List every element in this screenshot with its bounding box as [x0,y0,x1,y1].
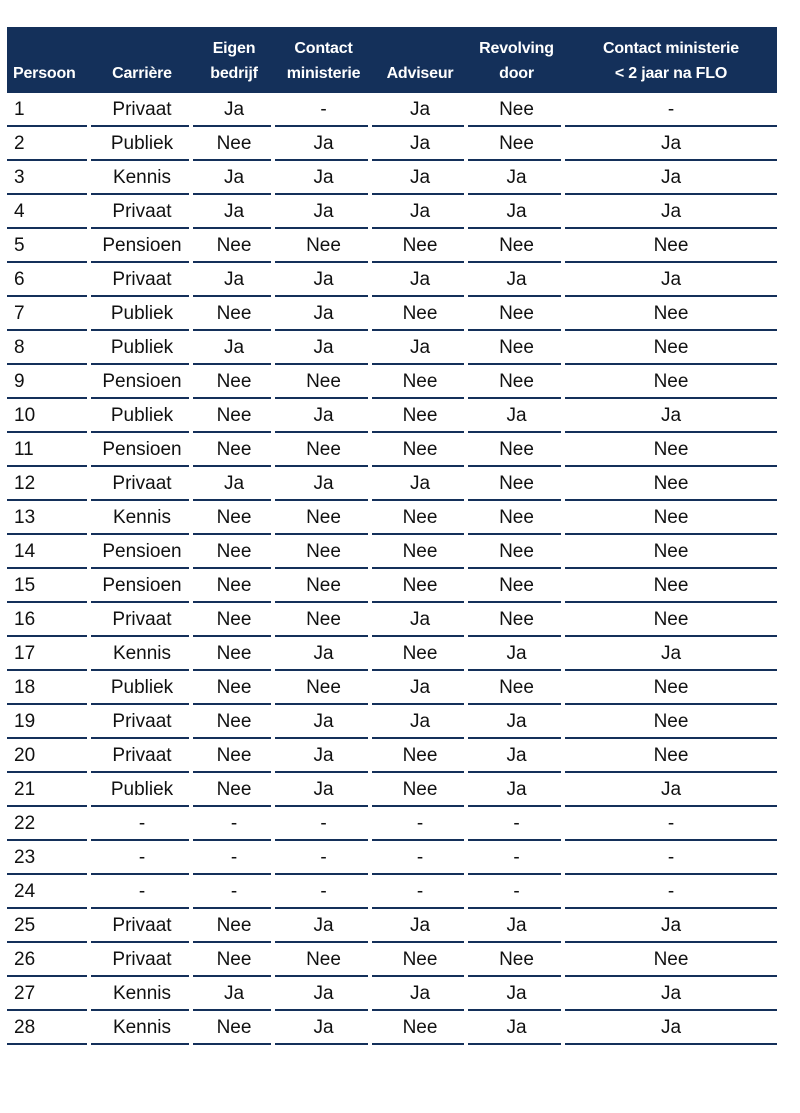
cell-contact-ministerie-2-jaar: Nee [565,433,777,467]
cell-eigen-bedrijf: Nee [193,535,275,569]
cell-carriere: Publiek [91,297,193,331]
column-header-adviseur [372,27,468,93]
cell-revolving-door: Ja [468,773,565,807]
header-label-line: Contact [294,40,353,57]
cell-revolving-door: Nee [468,229,565,263]
cell-contact-ministerie: Ja [275,705,372,739]
cell-adviseur: Ja [372,161,468,195]
cell-adviseur: Ja [372,467,468,501]
cell-persoon: 14 [7,535,91,569]
cell-eigen-bedrijf: - [193,807,275,841]
cell-eigen-bedrijf: Nee [193,229,275,263]
table-row [7,739,777,773]
cell-carriere: Privaat [91,943,193,977]
table-row [7,637,777,671]
cell-contact-ministerie-2-jaar: - [565,841,777,875]
cell-contact-ministerie: Ja [275,739,372,773]
cell-persoon: 24 [7,875,91,909]
cell-contact-ministerie-2-jaar: Ja [565,977,777,1011]
cell-contact-ministerie: Ja [275,773,372,807]
cell-adviseur: Nee [372,365,468,399]
cell-adviseur: Ja [372,127,468,161]
cell-persoon: 25 [7,909,91,943]
header-label-line: Eigen [212,40,256,57]
cell-contact-ministerie: Nee [275,433,372,467]
cell-contact-ministerie-2-jaar: Ja [565,773,777,807]
table-row [7,229,777,263]
cell-eigen-bedrijf: Nee [193,773,275,807]
cell-carriere: Publiek [91,773,193,807]
cell-contact-ministerie: Ja [275,909,372,943]
cell-persoon: 6 [7,263,91,297]
cell-eigen-bedrijf: - [193,841,275,875]
cell-adviseur: Ja [372,331,468,365]
cell-contact-ministerie-2-jaar: Nee [565,705,777,739]
cell-revolving-door: Ja [468,637,565,671]
cell-persoon: 11 [7,433,91,467]
cell-contact-ministerie: Nee [275,535,372,569]
cell-contact-ministerie-2-jaar: Ja [565,1011,777,1045]
cell-carriere: Publiek [91,127,193,161]
table-row [7,841,777,875]
cell-persoon: 12 [7,467,91,501]
cell-eigen-bedrijf: Nee [193,739,275,773]
cell-persoon: 10 [7,399,91,433]
cell-contact-ministerie: Nee [275,603,372,637]
cell-revolving-door: Nee [468,603,565,637]
table-row [7,195,777,229]
cell-eigen-bedrijf: Nee [193,671,275,705]
header-label-line: Revolving [479,40,554,57]
cell-contact-ministerie-2-jaar: - [565,875,777,909]
cell-contact-ministerie-2-jaar: Nee [565,297,777,331]
cell-persoon: 3 [7,161,91,195]
table-row [7,433,777,467]
header-label-line: Contact ministerie [603,40,739,57]
cell-revolving-door: - [468,807,565,841]
cell-contact-ministerie-2-jaar: Nee [565,943,777,977]
table-row [7,127,777,161]
cell-carriere: Pensioen [91,535,193,569]
cell-revolving-door: Nee [468,943,565,977]
header-row [7,27,777,93]
cell-eigen-bedrijf: Nee [193,433,275,467]
cell-adviseur: Ja [372,671,468,705]
cell-revolving-door: Ja [468,195,565,229]
cell-adviseur: Nee [372,535,468,569]
cell-adviseur: Ja [372,93,468,127]
cell-eigen-bedrijf: - [193,875,275,909]
cell-adviseur: Nee [372,739,468,773]
cell-carriere: Publiek [91,331,193,365]
cell-carriere: Privaat [91,603,193,637]
cell-adviseur: Nee [372,569,468,603]
cell-carriere: Pensioen [91,433,193,467]
cell-adviseur: Nee [372,1011,468,1045]
cell-contact-ministerie: - [275,875,372,909]
cell-persoon: 27 [7,977,91,1011]
cell-revolving-door: Ja [468,399,565,433]
cell-eigen-bedrijf: Nee [193,127,275,161]
cell-contact-ministerie-2-jaar: Nee [565,671,777,705]
header-label-line: Adviseur [386,65,454,82]
cell-adviseur: Nee [372,399,468,433]
cell-contact-ministerie: Ja [275,1011,372,1045]
cell-adviseur: Nee [372,229,468,263]
table-row [7,535,777,569]
cell-persoon: 26 [7,943,91,977]
cell-carriere: Privaat [91,263,193,297]
cell-persoon: 22 [7,807,91,841]
cell-revolving-door: Nee [468,569,565,603]
cell-contact-ministerie: Ja [275,195,372,229]
cell-persoon: 4 [7,195,91,229]
table-header [7,27,777,93]
cell-adviseur: Ja [372,603,468,637]
cell-contact-ministerie: Nee [275,943,372,977]
cell-carriere: Privaat [91,705,193,739]
cell-contact-ministerie: - [275,807,372,841]
table-row [7,977,777,1011]
header-label-line: bedrijf [210,65,258,82]
table-row [7,1011,777,1045]
cell-carriere: Privaat [91,467,193,501]
cell-revolving-door: Nee [468,501,565,535]
cell-contact-ministerie-2-jaar: Nee [565,331,777,365]
cell-contact-ministerie-2-jaar: Ja [565,909,777,943]
cell-eigen-bedrijf: Ja [193,467,275,501]
cell-persoon: 1 [7,93,91,127]
cell-persoon: 5 [7,229,91,263]
cell-carriere: Kennis [91,161,193,195]
table-row [7,671,777,705]
cell-eigen-bedrijf: Nee [193,297,275,331]
table-row [7,297,777,331]
cell-contact-ministerie-2-jaar: Ja [565,161,777,195]
table-row [7,909,777,943]
cell-persoon: 28 [7,1011,91,1045]
cell-revolving-door: Nee [468,433,565,467]
cell-revolving-door: Ja [468,161,565,195]
cell-persoon: 16 [7,603,91,637]
cell-contact-ministerie-2-jaar: Ja [565,263,777,297]
cell-revolving-door: - [468,875,565,909]
cell-adviseur: Ja [372,263,468,297]
cell-contact-ministerie-2-jaar: Ja [565,127,777,161]
cell-eigen-bedrijf: Nee [193,909,275,943]
cell-contact-ministerie-2-jaar: Ja [565,399,777,433]
cell-contact-ministerie: Nee [275,229,372,263]
cell-eigen-bedrijf: Ja [193,93,275,127]
cell-eigen-bedrijf: Nee [193,501,275,535]
cell-revolving-door: Nee [468,535,565,569]
cell-persoon: 18 [7,671,91,705]
cell-eigen-bedrijf: Nee [193,399,275,433]
cell-carriere: Privaat [91,195,193,229]
cell-persoon: 2 [7,127,91,161]
column-header-carriere [91,27,193,93]
cell-contact-ministerie: Nee [275,671,372,705]
cell-contact-ministerie-2-jaar: Ja [565,637,777,671]
cell-persoon: 15 [7,569,91,603]
cell-eigen-bedrijf: Ja [193,331,275,365]
cell-adviseur: Nee [372,297,468,331]
cell-adviseur: Nee [372,773,468,807]
cell-contact-ministerie: Ja [275,637,372,671]
table-row [7,603,777,637]
table-row [7,263,777,297]
cell-revolving-door: Ja [468,1011,565,1045]
cell-contact-ministerie-2-jaar: Nee [565,535,777,569]
table-row [7,943,777,977]
cell-contact-ministerie-2-jaar: Nee [565,603,777,637]
cell-contact-ministerie: Ja [275,331,372,365]
cell-adviseur: Nee [372,501,468,535]
column-header-persoon [7,27,91,93]
table-row [7,569,777,603]
cell-persoon: 9 [7,365,91,399]
cell-revolving-door: Ja [468,263,565,297]
cell-carriere: Pensioen [91,229,193,263]
cell-revolving-door: Ja [468,977,565,1011]
cell-contact-ministerie: Ja [275,977,372,1011]
cell-contact-ministerie-2-jaar: - [565,93,777,127]
cell-persoon: 8 [7,331,91,365]
cell-persoon: 19 [7,705,91,739]
cell-revolving-door: Ja [468,739,565,773]
cell-contact-ministerie: Ja [275,399,372,433]
cell-eigen-bedrijf: Ja [193,161,275,195]
table-body [7,93,777,1045]
cell-carriere: Kennis [91,501,193,535]
cell-contact-ministerie: Ja [275,297,372,331]
cell-contact-ministerie-2-jaar: Nee [565,229,777,263]
cell-adviseur: Ja [372,705,468,739]
cell-contact-ministerie: - [275,841,372,875]
table-row [7,161,777,195]
cell-carriere: Privaat [91,739,193,773]
cell-carriere: Pensioen [91,365,193,399]
cell-eigen-bedrijf: Ja [193,263,275,297]
header-label-line: ministerie [286,65,361,82]
table-row [7,773,777,807]
cell-persoon: 23 [7,841,91,875]
cell-carriere: Publiek [91,399,193,433]
cell-contact-ministerie: Ja [275,263,372,297]
cell-contact-ministerie: Ja [275,161,372,195]
cell-contact-ministerie: Ja [275,467,372,501]
cell-carriere: - [91,875,193,909]
cell-eigen-bedrijf: Nee [193,365,275,399]
cell-contact-ministerie: Nee [275,501,372,535]
header-label-line: Carrière [112,65,172,82]
cell-adviseur: Nee [372,637,468,671]
cell-eigen-bedrijf: Nee [193,569,275,603]
table-row [7,875,777,909]
cell-eigen-bedrijf: Ja [193,977,275,1011]
table-row [7,93,777,127]
cell-eigen-bedrijf: Nee [193,637,275,671]
cell-contact-ministerie-2-jaar: Nee [565,501,777,535]
cell-revolving-door: Nee [468,467,565,501]
cell-eigen-bedrijf: Nee [193,943,275,977]
cell-eigen-bedrijf: Nee [193,1011,275,1045]
column-header-revolving-door [468,27,565,93]
cell-persoon: 20 [7,739,91,773]
table-row [7,331,777,365]
cell-carriere: Kennis [91,1011,193,1045]
cell-contact-ministerie-2-jaar: Nee [565,365,777,399]
cell-persoon: 21 [7,773,91,807]
table-row [7,807,777,841]
cell-revolving-door: Nee [468,671,565,705]
cell-contact-ministerie: Nee [275,365,372,399]
header-label-line: Persoon [13,65,76,82]
cell-carriere: Publiek [91,671,193,705]
table-row [7,501,777,535]
cell-contact-ministerie: Nee [275,569,372,603]
cell-adviseur: - [372,807,468,841]
cell-adviseur: - [372,875,468,909]
cell-revolving-door: Nee [468,297,565,331]
table-row [7,467,777,501]
cell-adviseur: - [372,841,468,875]
cell-eigen-bedrijf: Nee [193,705,275,739]
cell-revolving-door: Nee [468,127,565,161]
cell-persoon: 17 [7,637,91,671]
cell-carriere: Privaat [91,909,193,943]
cell-contact-ministerie-2-jaar: Nee [565,739,777,773]
table-row [7,705,777,739]
cell-revolving-door: Nee [468,93,565,127]
column-header-eigen-bedrijf [193,27,275,93]
table-row [7,399,777,433]
cell-revolving-door: Ja [468,705,565,739]
cell-revolving-door: - [468,841,565,875]
cell-adviseur: Nee [372,433,468,467]
cell-carriere: Pensioen [91,569,193,603]
cell-carriere: Kennis [91,977,193,1011]
header-label-line: door [499,65,534,82]
cell-adviseur: Ja [372,909,468,943]
cell-contact-ministerie-2-jaar: Nee [565,467,777,501]
cell-carriere: Kennis [91,637,193,671]
cell-revolving-door: Ja [468,909,565,943]
cell-carriere: - [91,841,193,875]
cell-contact-ministerie-2-jaar: - [565,807,777,841]
cell-carriere: Privaat [91,93,193,127]
cell-eigen-bedrijf: Ja [193,195,275,229]
table-row [7,365,777,399]
column-header-contact-ministerie [275,27,372,93]
cell-contact-ministerie: Ja [275,127,372,161]
cell-eigen-bedrijf: Nee [193,603,275,637]
cell-persoon: 13 [7,501,91,535]
cell-revolving-door: Nee [468,331,565,365]
header-label-line: < 2 jaar na FLO [614,65,728,82]
cell-contact-ministerie-2-jaar: Nee [565,569,777,603]
cell-adviseur: Ja [372,977,468,1011]
cell-contact-ministerie: - [275,93,372,127]
cell-adviseur: Ja [372,195,468,229]
cell-carriere: - [91,807,193,841]
cell-persoon: 7 [7,297,91,331]
cell-contact-ministerie-2-jaar: Ja [565,195,777,229]
cell-revolving-door: Nee [468,365,565,399]
column-header-contact-ministerie-2-jaar [565,27,777,93]
data-table [7,27,777,1045]
cell-adviseur: Nee [372,943,468,977]
